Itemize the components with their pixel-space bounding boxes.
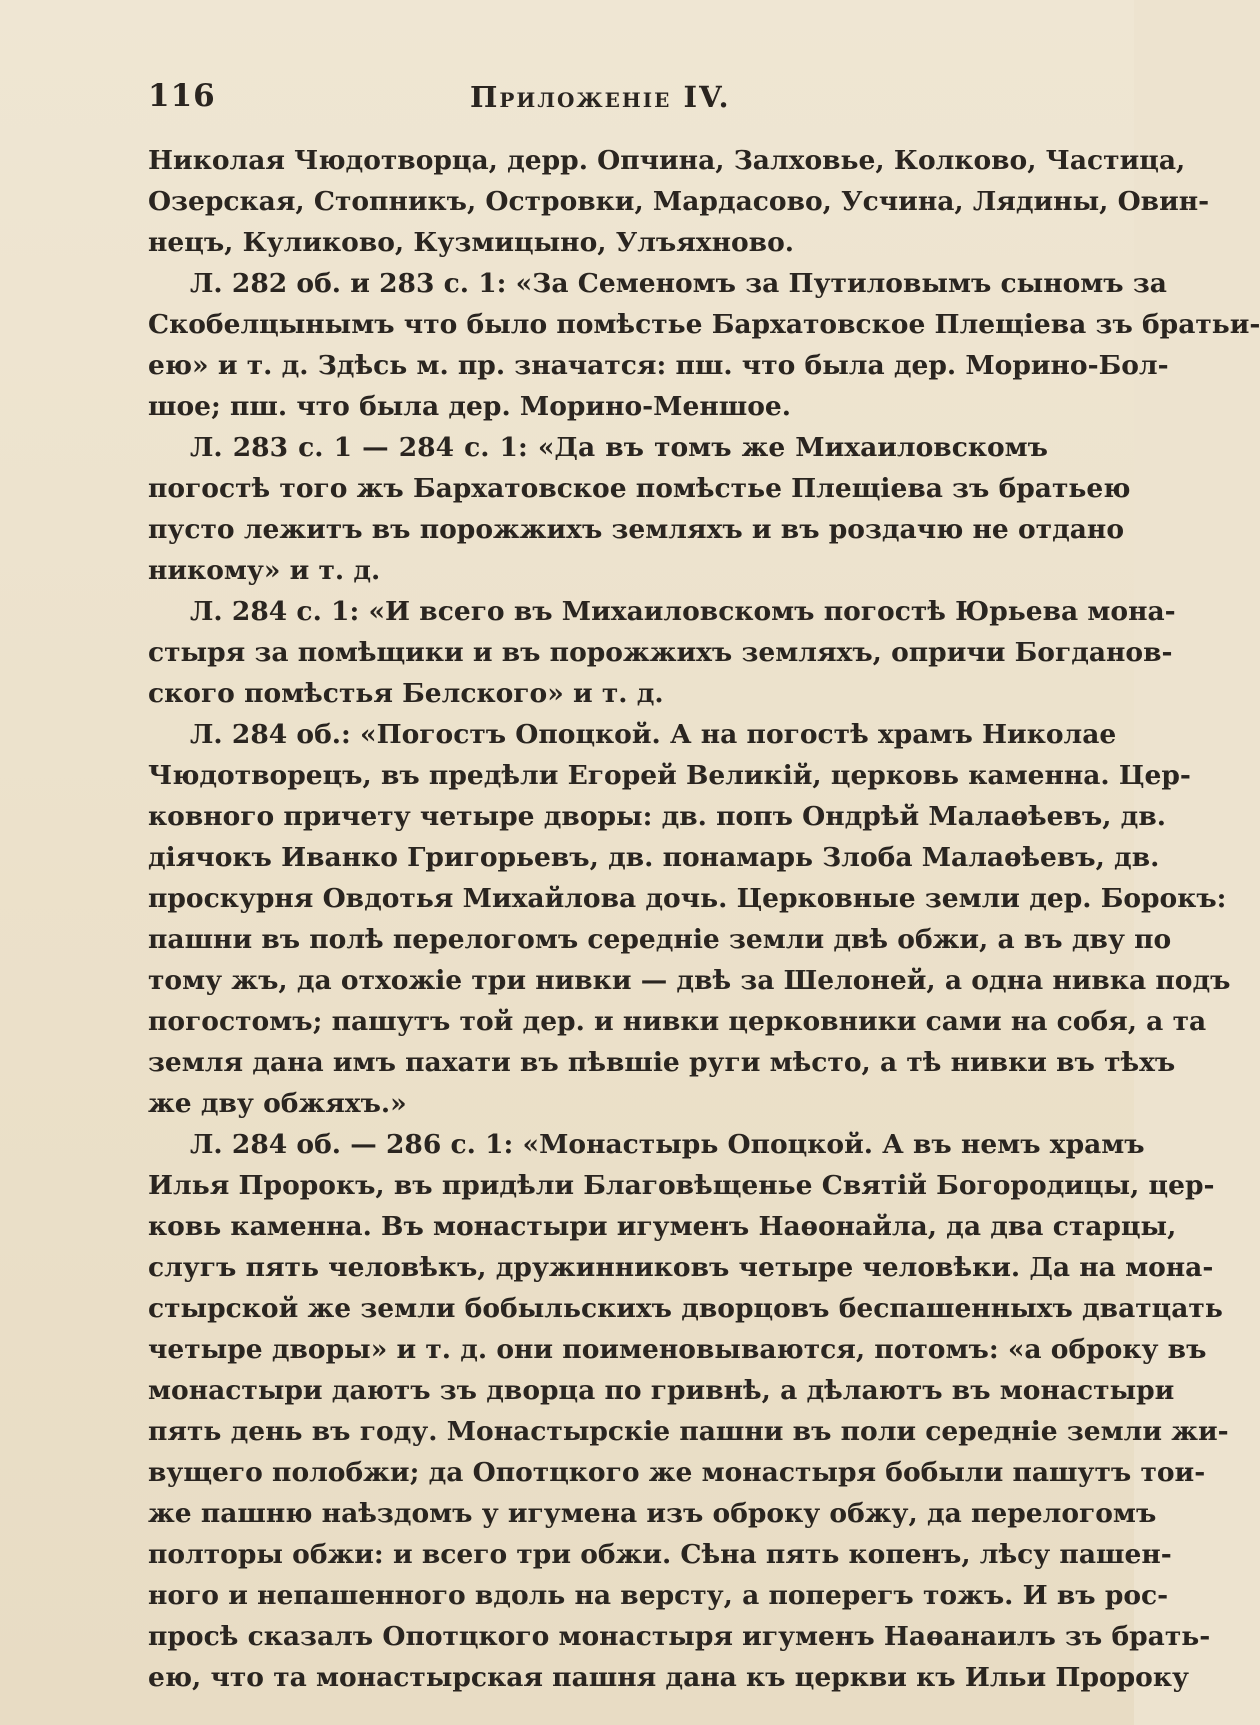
text-line: земля дана имъ пахати въ пѣвшiе руги мѣсто, а тѣ нивки въ тѣхъ: [148, 1047, 1176, 1078]
text-line: ковь каменна. Въ монастыри игуменъ Наѳонайла, да два старцы,: [148, 1211, 1177, 1242]
text-line: проскурня Овдотья Михайлова дочь. Церковные земли дер. Борокъ:: [148, 883, 1227, 914]
text-line: ею, что та монастырская пашня дана къ церкви къ Ильи Пророку: [148, 1662, 1189, 1693]
text-line: нецъ, Куликово, Кузмицыно, Улъяхново.: [148, 227, 794, 258]
text-line: Л. 284 об.: «Погостъ Опоцкой. А на погостѣ храмъ Николае: [190, 719, 1117, 750]
page-number: 116: [148, 78, 216, 114]
text-line: Л. 284 об. — 286 с. 1: «Монастырь Опоцкой. А въ немъ храмъ: [190, 1129, 1145, 1160]
text-line: дiячокъ Иванко Григорьевъ, дв. понамарь Злоба Малаѳѣевъ, дв.: [148, 842, 1160, 873]
text-line: монастыри даютъ зъ дворца по гривнѣ, а дѣлаютъ въ монастыри: [148, 1375, 1175, 1406]
text-line: пусто лежитъ въ порожжихъ земляхъ и въ роздачю не отдано: [148, 514, 1124, 545]
text-line: ского помѣстья Белского» и т. д.: [148, 678, 664, 709]
text-line: Л. 282 об. и 283 с. 1: «За Семеномъ за Путиловымъ сыномъ за: [190, 268, 1167, 299]
text-line: Озерская, Стопникъ, Островки, Мардасово, Усчина, Лядины, Овин-: [148, 186, 1210, 217]
text-line: ного и непашенного вдоль на версту, а поперегъ тожъ. И въ рос-: [148, 1580, 1169, 1611]
text-line: никому» и т. д.: [148, 555, 381, 586]
text-line: стыря за помѣщики и въ порожжихъ земляхъ, опричи Богданов-: [148, 637, 1173, 668]
text-line: четыре дворы» и т. д. они поименовываются, потомъ: «а оброку въ: [148, 1334, 1207, 1365]
text-line: вущего полобжи; да Опотцкого же монастыря бобыли пашутъ тои-: [148, 1457, 1206, 1488]
text-line: полторы обжи: и всего три обжи. Сѣна пять копенъ, лѣсу пашен-: [148, 1539, 1172, 1570]
text-line: тому жъ, да отхожiе три нивки — двѣ за Шелоней, а одна нивка подъ: [148, 965, 1231, 996]
text-line: Илья Пророкъ, въ придѣли Благовѣщенье Святiй Богородицы, цер-: [148, 1170, 1215, 1201]
text-line: Чюдотворецъ, въ предѣли Егорей Великiй, церковь каменна. Цер-: [148, 760, 1191, 791]
text-line: Л. 283 с. 1 — 284 с. 1: «Да въ томъ же Михаиловскомъ: [190, 432, 1048, 463]
text-line: шое; пш. что была дер. Морино-Меншое.: [148, 391, 791, 422]
text-line: Л. 284 с. 1: «И всего въ Михаиловскомъ погостѣ Юрьева мона-: [190, 596, 1176, 627]
text-line: Николая Чюдотворца, дерр. Опчина, Залховье, Колково, Частица,: [148, 145, 1186, 176]
running-title: Приложенiе IV.: [470, 80, 731, 114]
text-line: просѣ сказалъ Опотцкого монастыря игуменъ Наѳанаилъ зъ брать-: [148, 1621, 1211, 1652]
text-line: ковного причету четыре дворы: дв. попъ Ондрѣй Малаѳѣевъ, дв.: [148, 801, 1166, 832]
text-line: стырской же земли бобыльскихъ дворцовъ беспашенныхъ дватцать: [148, 1293, 1223, 1324]
text-line: Скобелцынымъ что было помѣстье Бархатовское Плещiева зъ братьи-: [148, 309, 1260, 340]
body-text: [148, 140, 1260, 1698]
text-line: пашни въ полѣ перелогомъ середнiе земли двѣ обжи, а въ дву по: [148, 924, 1172, 955]
text-line: погостѣ того жъ Бархатовское помѣстье Плещiева зъ братьею: [148, 473, 1131, 504]
text-line: ею» и т. д. Здѣсь м. пр. значатся: пш. что была дер. Морино-Бол-: [148, 350, 1169, 381]
text-line: погостомъ; пашутъ той дер. и нивки церковники сами на собя, а та: [148, 1006, 1207, 1037]
text-line: же дву обжяхъ.»: [148, 1088, 407, 1119]
text-line: же пашню наѣздомъ у игумена изъ оброку обжу, да перелогомъ: [148, 1498, 1157, 1529]
page-header: [148, 78, 1048, 118]
text-line: слугъ пять человѣкъ, дружинниковъ четыре человѣки. Да на мона-: [148, 1252, 1214, 1283]
text-line: пять день въ году. Монастырскiе пашни въ поли середнiе земли жи-: [148, 1416, 1229, 1447]
